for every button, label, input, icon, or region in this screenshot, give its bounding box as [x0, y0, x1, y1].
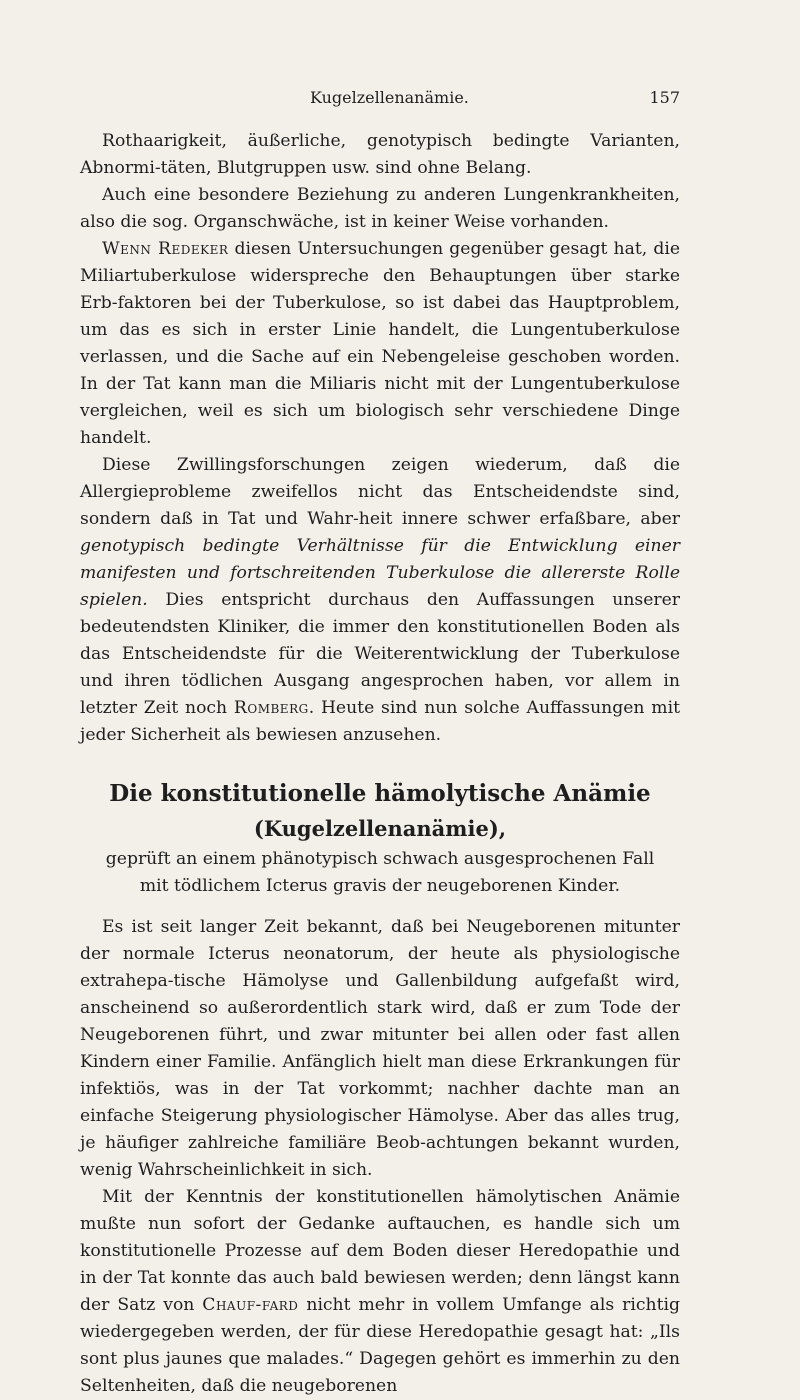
paragraph-text: . Heute sind nun solche Auffassungen mit jeder Sicherheit als bewiesen anzusehen. [80, 698, 680, 745]
paragraph-text: nicht mehr in vollem Umfange als richtig wiedergegeben werden, der für diese Heredopathie gesagt hat: „Ils sont plus jaunes que malades.“ Dagegen gehört es immerhin zu den Seltenheiten, daß die neugeborenen [80, 1295, 680, 1396]
section-title-sub: (Kugelzellenanämie), [253, 816, 507, 841]
author-name: Romberg [233, 698, 309, 718]
paragraph-text: Dies entspricht durchaus den Auffassungen unserer bedeutendsten Kliniker, die immer den konstitutionellen Boden als das Entscheidendste für die Weiterentwicklung der Tuberkulose und ihren tödlichen Ausgang angesprochen haben, vor allem in letzter Zeit noch [80, 590, 680, 718]
paragraph: Es ist seit langer Zeit bekannt, daß bei Neugeborenen mitunter der normale Icterus neonatorum, der heute als physiologische extrahepa-tische Hämolyse und Gallenbildung aufgefaßt wird, anscheinend so außerordentlich stark wird, daß er zum Tode der Neugeborenen führt, und zwar mitunter bei allen oder fast allen Kindern einer Familie. Anfänglich hielt man diese Erkrankungen für infektiös, was in der Tat vorkommt; nachher dachte man an einfache Steigerung physiologischer Hämolyse. Aber das alles trug, je häufiger zahlreiche familiäre Beob-achtungen bekannt wurden, wenig Wahrscheinlichkeit in sich. [80, 917, 680, 1180]
paragraph-text: Mit der Kenntnis der konstitutionellen hämolytischen Anämie mußte nun sofort der Gedanke auftauchen, es handle sich um konstitutionelle Prozesse auf dem Boden dieser Heredopathie und in der Tat konnte das auch bald bewiesen werden; denn längst kann der Satz von [80, 1187, 680, 1315]
paragraph-text: Diese Zwillingsforschungen zeigen wiederum, daß die Allergieprobleme zweifellos nicht das Entscheidendste sind, sondern daß in Tat und Wahr-heit innere schwer erfaßbare, aber [80, 455, 680, 529]
paragraph-text: diesen Untersuchungen gegenüber gesagt hat, die Miliartuberkulose widerspreche den Behauptungen über starke Erb-faktoren bei der Tuberkulose, so ist dabei das Hauptproblem, um das es sich in erster Linie handelt, die Lungentuberkulose verlassen, und die Sache auf ein Nebengeleise geschoben worden. In der Tat kann man die Miliaris nicht mit der Lungentuberkulose vergleichen, weil es sich um biologisch sehr verschiedene Dinge handelt. [80, 239, 681, 448]
running-title: Kugelzellenanämie. [310, 88, 469, 107]
section-subtitle: geprüft an einem phänotypisch schwach ausgesprochenen Fall mit tödlichem Icterus gravis der neugeborenen Kinder. [105, 849, 655, 896]
emphasized-text: genotypisch bedingte Verhältnisse für die Entwicklung einer manifesten und fortschreitenden Tuberkulose die allererste Rolle spielen. [80, 536, 680, 610]
paragraph [80, 236, 680, 452]
author-name: Wenn Redeker [102, 239, 229, 259]
paragraph: Rothaarigkeit, äußerliche, genotypisch bedingte Varianten, Abnormi-täten, Blutgruppen usw. sind ohne Belang. [80, 131, 680, 178]
paragraph [80, 452, 680, 749]
section-title: Die konstitutionelle hämolytische Anämie [109, 780, 651, 807]
author-name: Chauf-fard [202, 1295, 299, 1315]
page-number: 157 [649, 88, 680, 107]
paragraph: Auch eine besondere Beziehung zu anderen Lungenkrankheiten, also die sog. Organschwäche, ist in keiner Weise vorhanden. [80, 185, 680, 232]
body-text [80, 128, 680, 1400]
paragraph [80, 1184, 680, 1400]
section-heading [80, 776, 680, 846]
